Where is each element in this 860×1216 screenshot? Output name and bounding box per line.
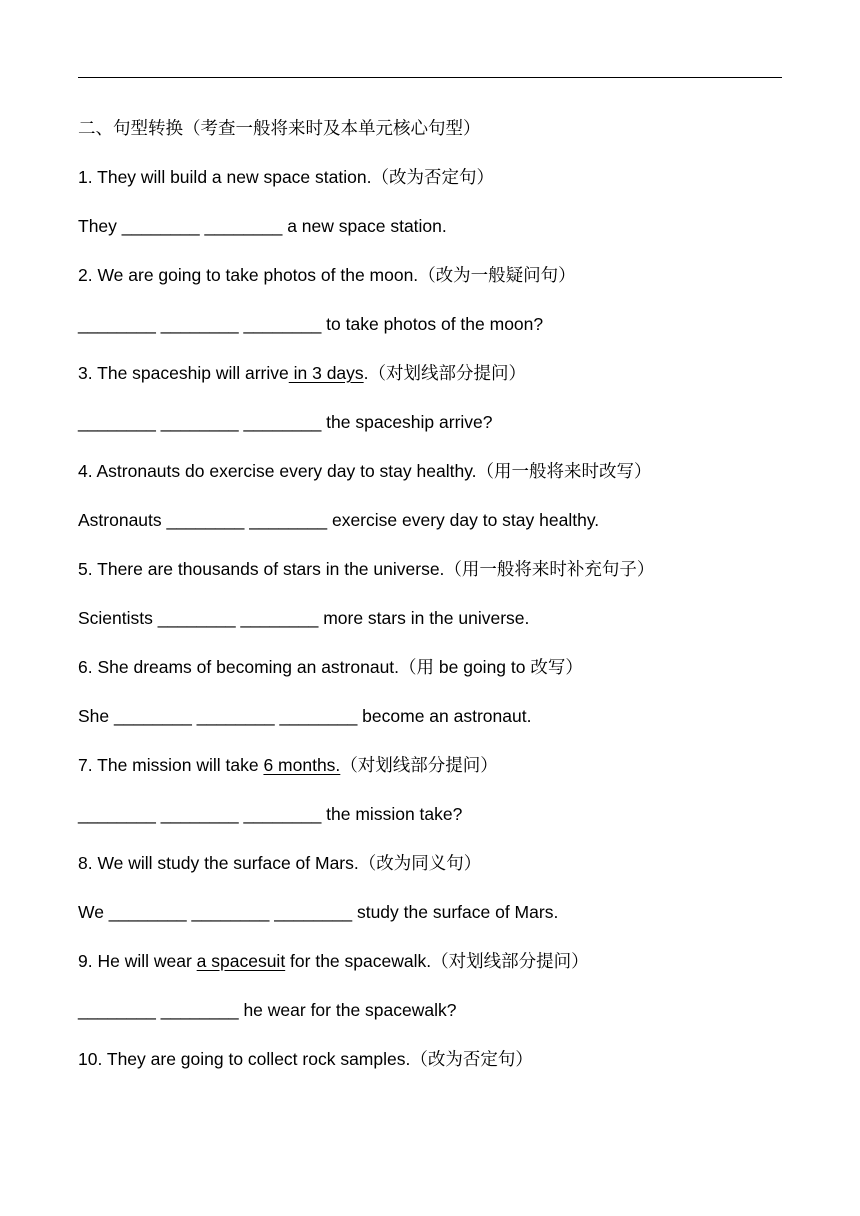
section-title: 二、句型转换（考查一般将来时及本单元核心句型） — [78, 118, 481, 138]
question-2 — [78, 263, 576, 287]
instruction: （改为否定句） — [410, 1049, 533, 1069]
question-3 — [78, 361, 526, 385]
instruction: for the spacewalk.（对划线部分提问） — [285, 951, 589, 971]
question-5 — [78, 557, 654, 581]
question-text: 5. There are thousands of stars in the universe. — [78, 559, 445, 579]
answer-line-1[interactable]: They ________ ________ a new space station. — [78, 216, 447, 236]
instruction: .（对划线部分提问） — [363, 363, 527, 383]
question-6 — [78, 655, 583, 679]
question-4 — [78, 459, 652, 483]
answer-line-3[interactable]: ________ ________ ________ the spaceship arrive? — [78, 412, 493, 432]
instruction: （对划线部分提问） — [340, 755, 498, 775]
instruction: （改为同义句） — [358, 853, 482, 873]
question-8 — [78, 851, 481, 875]
question-text: 10. They are going to collect rock samples. — [78, 1049, 411, 1069]
instruction: （用 be going to 改写） — [399, 657, 583, 677]
question-1 — [78, 165, 494, 189]
instruction: （改为否定句） — [371, 167, 494, 187]
answer-line-2[interactable]: ________ ________ ________ to take photos of the moon? — [78, 314, 544, 334]
question-text: 1. They will build a new space station. — [78, 167, 372, 187]
question-text: 3. The spaceship will arrive — [78, 363, 289, 383]
question-text: 8. We will study the surface of Mars. — [78, 853, 359, 873]
answer-line-4[interactable]: Astronauts ________ ________ exercise every day to stay healthy. — [78, 510, 600, 530]
instruction: （改为一般疑问句） — [418, 265, 576, 285]
question-text: 2. We are going to take photos of the moon. — [78, 265, 419, 285]
underlined-phrase: a spacesuit — [196, 951, 286, 971]
instruction: （用一般将来时改写） — [476, 461, 652, 481]
answer-line-8[interactable]: We ________ ________ ________ study the surface of Mars. — [78, 902, 559, 922]
question-9 — [78, 949, 589, 973]
question-text: 6. She dreams of becoming an astronaut. — [78, 657, 400, 677]
question-text: 4. Astronauts do exercise every day to stay healthy. — [78, 461, 477, 481]
header-rule — [78, 77, 782, 78]
answer-line-7[interactable]: ________ ________ ________ the mission take? — [78, 804, 463, 824]
answer-line-6[interactable]: She ________ ________ ________ become an astronaut. — [78, 706, 532, 726]
underlined-phrase: 6 months. — [263, 755, 341, 775]
instruction: （用一般将来时补充句子） — [444, 559, 655, 579]
question-text: 9. He will wear — [78, 951, 197, 971]
question-10 — [78, 1047, 533, 1071]
question-7 — [78, 753, 498, 777]
underlined-phrase: in 3 days — [288, 363, 364, 383]
question-text: 7. The mission will take — [78, 755, 264, 775]
answer-line-9[interactable]: ________ ________ he wear for the spacewalk? — [78, 1000, 457, 1020]
answer-line-5[interactable]: Scientists ________ ________ more stars in the universe. — [78, 608, 530, 628]
